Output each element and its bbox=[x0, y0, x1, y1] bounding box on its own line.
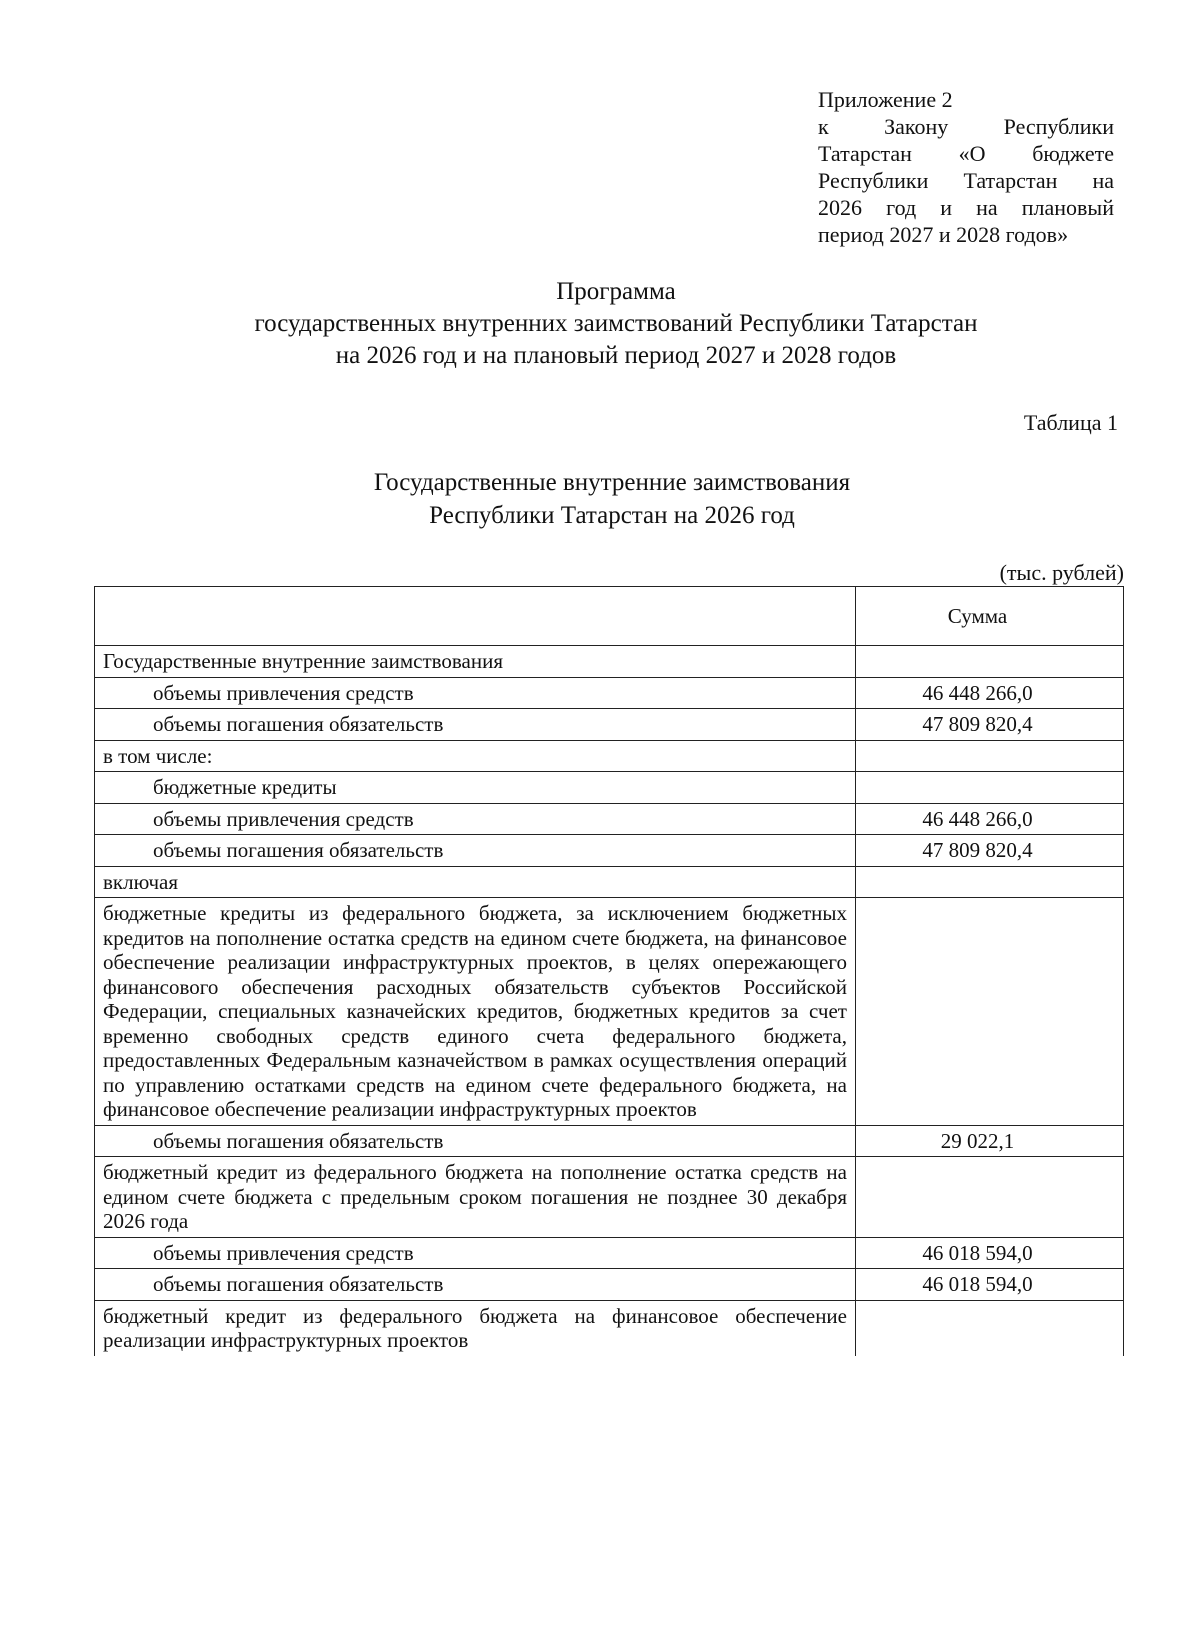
row-value: 46 018 594,0 bbox=[856, 1269, 1124, 1301]
program-title-block bbox=[0, 276, 1200, 372]
row-label: объемы привлечения средств bbox=[95, 1237, 856, 1269]
header-cell-label bbox=[95, 587, 856, 646]
row-label: бюджетные кредиты из федерального бюджета, за исключением бюджетных кредитов на пополнение остатка средств на едином счете бюджета, на финансовое обеспечение реализации инфраструктурных проектов, в целях опережающего финансового обеспечения расходных обязательств субъектов Российской Федерации, специальных казначейских кредитов, бюджетных кредитов за счет временно свободных средств единого счета федерального бюджета, предоставленных Федеральным казначейством в рамках осуществления операций по управлению остатками средств на едином счете федерального бюджета, на финансовое обеспечение реализации инфраструктурных проектов bbox=[95, 898, 856, 1126]
program-title: Программа bbox=[556, 278, 676, 305]
table-header-row bbox=[95, 587, 1124, 646]
row-label: объемы привлечения средств bbox=[95, 803, 856, 835]
header-cell-sum: Сумма bbox=[856, 587, 1124, 646]
table-row bbox=[95, 772, 1124, 804]
table-row bbox=[95, 1157, 1124, 1238]
borrowings-table bbox=[94, 586, 1124, 1356]
row-label: Государственные внутренние заимствования bbox=[95, 646, 856, 678]
row-value bbox=[856, 866, 1124, 898]
row-label: объемы погашения обязательств bbox=[95, 1269, 856, 1301]
appendix-line: 2026 год и на плановый bbox=[818, 195, 1114, 220]
table-row bbox=[95, 740, 1124, 772]
table-title: Государственные внутренние заимствования bbox=[373, 469, 851, 496]
table-number: Таблица 1 bbox=[1023, 410, 1118, 435]
appendix-block bbox=[818, 86, 1114, 248]
row-value bbox=[856, 1157, 1124, 1238]
row-value: 46 018 594,0 bbox=[856, 1237, 1124, 1269]
table-row bbox=[95, 898, 1124, 1126]
row-value: 46 448 266,0 bbox=[856, 803, 1124, 835]
row-label: объемы привлечения средств bbox=[95, 677, 856, 709]
row-label: бюджетный кредит из федерального бюджета на финансовое обеспечение реализации инфраструктурных проектов bbox=[95, 1300, 856, 1356]
table-title: Республики Татарстан на 2026 год bbox=[429, 502, 795, 529]
table-row bbox=[95, 709, 1124, 741]
row-value: 47 809 820,4 bbox=[856, 835, 1124, 867]
row-value: 47 809 820,4 bbox=[856, 709, 1124, 741]
row-value: 29 022,1 bbox=[856, 1125, 1124, 1157]
row-value bbox=[856, 646, 1124, 678]
appendix-line: к Закону Республики bbox=[818, 114, 1114, 139]
row-value bbox=[856, 1300, 1124, 1356]
table-row bbox=[95, 803, 1124, 835]
row-label: бюджетные кредиты bbox=[95, 772, 856, 804]
appendix-line: период 2027 и 2028 годов» bbox=[818, 222, 1069, 247]
table-row bbox=[95, 866, 1124, 898]
table-row bbox=[95, 1269, 1124, 1301]
table-row bbox=[95, 677, 1124, 709]
appendix-line: Республики Татарстан на bbox=[818, 168, 1114, 193]
table-row bbox=[95, 1237, 1124, 1269]
row-value bbox=[856, 740, 1124, 772]
row-label: объемы погашения обязательств bbox=[95, 835, 856, 867]
appendix-line: Татарстан «О бюджете bbox=[818, 141, 1114, 166]
table-row bbox=[95, 1125, 1124, 1157]
table-title-block bbox=[0, 466, 1200, 532]
row-label: включая bbox=[95, 866, 856, 898]
row-label: в том числе: bbox=[95, 740, 856, 772]
row-value bbox=[856, 898, 1124, 1126]
table-row bbox=[95, 646, 1124, 678]
program-subtitle: государственных внутренних заимствований Республики Татарстан bbox=[254, 310, 978, 337]
table-row bbox=[95, 1300, 1124, 1356]
row-value: 46 448 266,0 bbox=[856, 677, 1124, 709]
program-subtitle: на 2026 год и на плановый период 2027 и 2028 годов bbox=[335, 342, 897, 369]
row-label: объемы погашения обязательств bbox=[95, 709, 856, 741]
table-row bbox=[95, 835, 1124, 867]
row-value bbox=[856, 772, 1124, 804]
row-label: объемы погашения обязательств bbox=[95, 1125, 856, 1157]
appendix-line: Приложение 2 bbox=[818, 87, 953, 112]
row-label: бюджетный кредит из федерального бюджета на пополнение остатка средств на едином счете бюджета с предельным сроком погашения не позднее 30 декабря 2026 года bbox=[95, 1157, 856, 1238]
units-label: (тыс. рублей) bbox=[999, 560, 1124, 585]
